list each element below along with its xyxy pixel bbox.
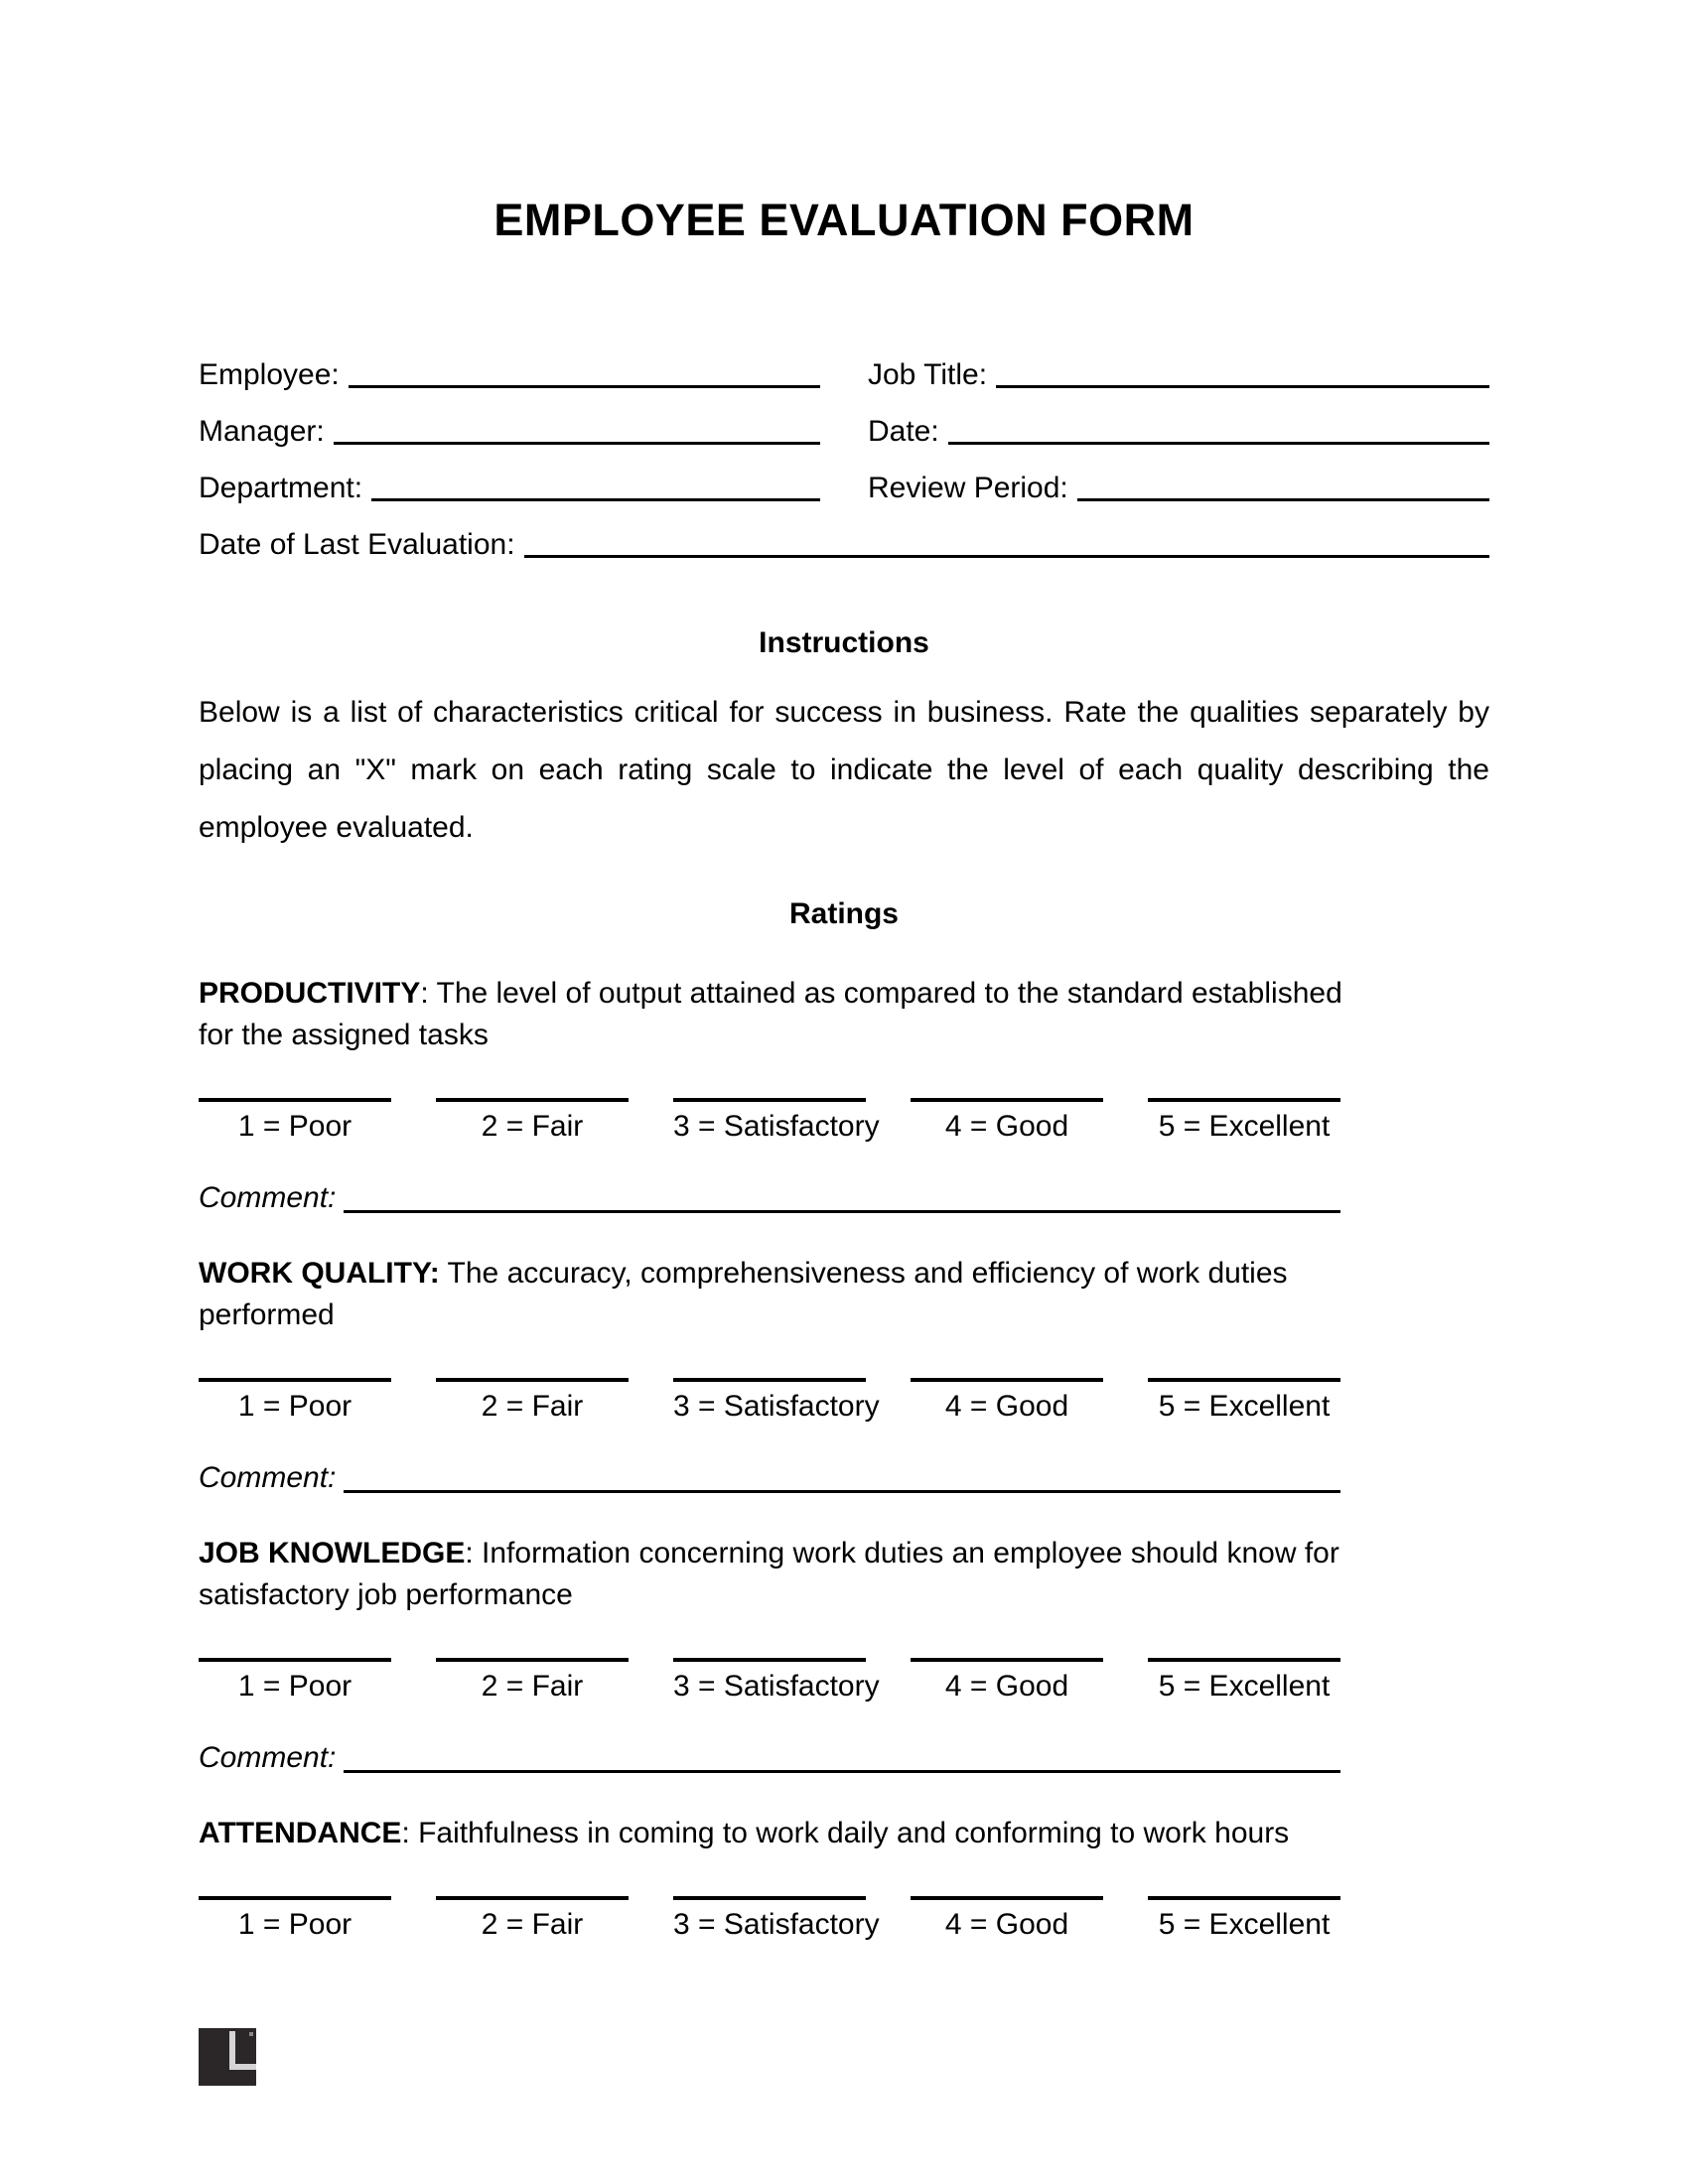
scale-option-2 [436, 1658, 629, 1704]
job-title-field-line [996, 357, 1489, 388]
field-row [199, 414, 1489, 449]
comment-field [199, 1459, 1340, 1497]
section-heading [199, 1253, 1365, 1336]
scale-label: 2 = Fair [481, 1390, 584, 1423]
section-description: : The level of output attained as compared to the standard established for the assigned tasks [199, 977, 1342, 1051]
scale-label: 2 = Fair [481, 1670, 584, 1703]
job-title-field [868, 357, 1489, 392]
department-field [199, 471, 820, 505]
scale-option-5 [1148, 1378, 1340, 1424]
rating-scale [199, 1896, 1340, 1942]
section-heading [199, 1813, 1365, 1854]
legal-templates-logo-icon [199, 2028, 256, 2086]
section-name: JOB KNOWLEDGE [199, 1537, 466, 1570]
job-title-label: Job Title: [868, 358, 988, 391]
scale-label: 3 = Satisfactory [673, 1110, 880, 1143]
scale-label: 5 = Excellent [1158, 1110, 1331, 1143]
rating-section-job-knowledge [199, 1533, 1489, 1777]
scale-option-1 [199, 1896, 391, 1942]
date-field [868, 414, 1489, 449]
scale-option-4 [911, 1098, 1103, 1144]
employee-label: Employee: [199, 358, 340, 391]
scale-label: 5 = Excellent [1158, 1390, 1331, 1423]
section-description: The accuracy, comprehensiveness and efficiency of work duties performed [199, 1257, 1288, 1331]
scale-label: 5 = Excellent [1158, 1670, 1331, 1703]
scale-label: 2 = Fair [481, 1908, 584, 1941]
rating-scale [199, 1378, 1340, 1424]
scale-option-4 [911, 1896, 1103, 1942]
scale-label: 3 = Satisfactory [673, 1670, 880, 1703]
scale-option-1 [199, 1378, 391, 1424]
ratings-heading: Ratings [788, 897, 899, 930]
comment-line [344, 1459, 1340, 1493]
scale-option-3 [673, 1658, 880, 1704]
manager-label: Manager: [199, 415, 325, 448]
comment-label: Comment: [199, 1461, 337, 1494]
scale-option-2 [436, 1378, 629, 1424]
comment-field [199, 1739, 1340, 1777]
review-period-field-line [1077, 471, 1489, 501]
comment-label: Comment: [199, 1741, 337, 1774]
form-title: EMPLOYEE EVALUATION FORM [493, 195, 1195, 245]
scale-label: 1 = Poor [237, 1110, 352, 1143]
review-period-field [868, 471, 1489, 505]
comment-line [344, 1179, 1340, 1213]
rating-section-productivity [199, 973, 1489, 1217]
field-row [199, 471, 1489, 505]
scale-label: 3 = Satisfactory [673, 1908, 880, 1941]
section-name: ATTENDANCE [199, 1817, 402, 1849]
scale-label: 2 = Fair [481, 1110, 584, 1143]
section-heading [199, 973, 1365, 1056]
scale-label: 5 = Excellent [1158, 1908, 1331, 1941]
section-heading [199, 1533, 1365, 1616]
field-row [199, 357, 1489, 392]
department-field-line [371, 471, 820, 501]
scale-label: 3 = Satisfactory [673, 1390, 880, 1423]
last-evaluation-field [199, 527, 1489, 562]
scale-option-4 [911, 1658, 1103, 1704]
instructions-text: Below is a list of characteristics critical for success in business. Rate the qualities separately by placing an "X" mark on each rating scale to indicate the level of each quality describing the employee evaluated. [199, 696, 1489, 844]
last-evaluation-label: Date of Last Evaluation: [199, 528, 515, 561]
scale-option-3 [673, 1098, 880, 1144]
scale-label: 4 = Good [944, 1908, 1069, 1941]
section-name: WORK QUALITY: [199, 1257, 440, 1290]
scale-option-2 [436, 1896, 629, 1942]
scale-option-5 [1148, 1658, 1340, 1704]
rating-section-work-quality [199, 1253, 1489, 1497]
scale-label: 4 = Good [944, 1110, 1069, 1143]
date-field-line [948, 414, 1489, 445]
scale-label: 1 = Poor [237, 1908, 352, 1941]
comment-line [344, 1739, 1340, 1773]
scale-option-3 [673, 1378, 880, 1424]
section-description: : Faithfulness in coming to work daily and conforming to work hours [401, 1817, 1290, 1849]
field-row [199, 527, 1489, 562]
scale-option-5 [1148, 1896, 1340, 1942]
rating-scale [199, 1098, 1340, 1144]
employee-field [199, 357, 820, 392]
scale-label: 1 = Poor [237, 1670, 352, 1703]
manager-field-line [334, 414, 820, 445]
section-name: PRODUCTIVITY [199, 977, 421, 1010]
scale-option-1 [199, 1098, 391, 1144]
comment-label: Comment: [199, 1181, 337, 1214]
department-label: Department: [199, 472, 363, 504]
scale-option-5 [1148, 1098, 1340, 1144]
last-evaluation-field-line [524, 527, 1489, 558]
section-description: : Information concerning work duties an employee should know for satisfactory job performance [199, 1537, 1339, 1611]
rating-section-attendance [199, 1813, 1489, 1942]
scale-label: 1 = Poor [237, 1390, 352, 1423]
scale-label: 4 = Good [944, 1390, 1069, 1423]
scale-option-4 [911, 1378, 1103, 1424]
scale-option-3 [673, 1896, 880, 1942]
rating-scale [199, 1658, 1340, 1704]
employee-field-line [349, 357, 820, 388]
scale-option-2 [436, 1098, 629, 1144]
date-label: Date: [868, 415, 939, 448]
review-period-label: Review Period: [868, 472, 1068, 504]
scale-label: 4 = Good [944, 1670, 1069, 1703]
instructions-heading: Instructions [759, 626, 929, 659]
header-fields [199, 357, 1489, 562]
scale-option-1 [199, 1658, 391, 1704]
manager-field [199, 414, 820, 449]
comment-field [199, 1179, 1340, 1217]
